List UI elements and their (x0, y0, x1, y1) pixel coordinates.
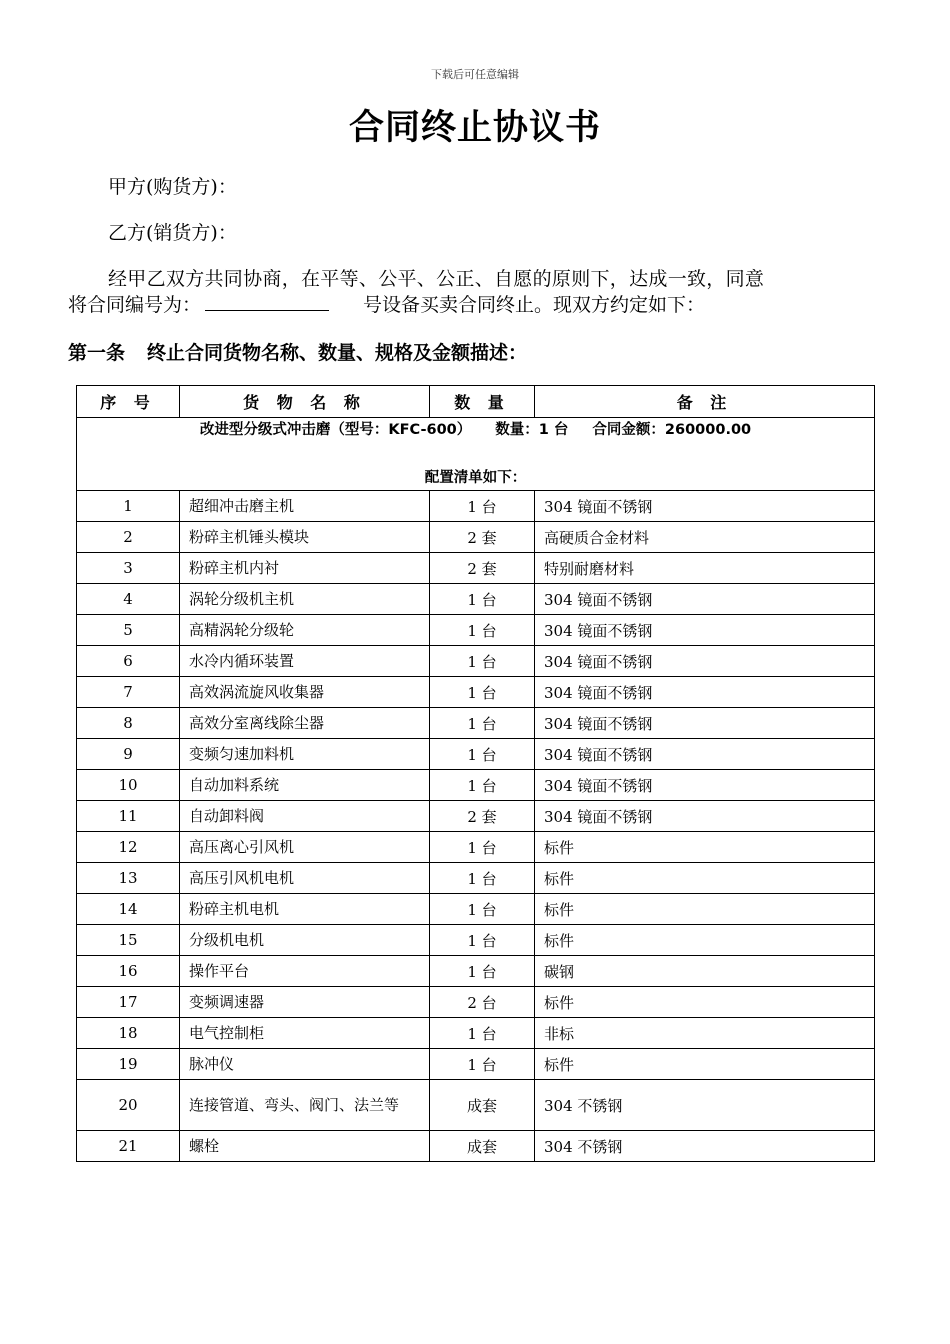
intro-line-2-after: 号设备买卖合同终止。现双方约定如下： (363, 294, 706, 316)
intro-line-2 (68, 292, 883, 318)
cell-no: 19 (77, 1049, 180, 1080)
cell-qty: 成套 (430, 1131, 535, 1162)
table-row (77, 584, 875, 615)
cell-name: 高压引风机电机 (180, 863, 430, 894)
cell-note: 标件 (535, 925, 875, 956)
cell-name: 自动加料系统 (180, 770, 430, 801)
cell-qty: 1 台 (430, 956, 535, 987)
table-row (77, 925, 875, 956)
summary-product: 改进型分级式冲击磨（型号：KFC-600） (199, 422, 472, 438)
table-row (77, 1131, 875, 1162)
intro-line-2-before: 将合同编号为： (68, 294, 202, 316)
cell-name: 粉碎主机内衬 (180, 553, 430, 584)
intro-paragraph (68, 266, 883, 318)
cell-note: 标件 (535, 894, 875, 925)
cell-name: 水冷内循环装置 (180, 646, 430, 677)
cell-qty: 1 台 (430, 584, 535, 615)
table-row (77, 770, 875, 801)
cell-qty: 1 台 (430, 677, 535, 708)
cell-note: 304 镜面不锈钢 (535, 739, 875, 770)
cell-name: 高压离心引风机 (180, 832, 430, 863)
table-row (77, 801, 875, 832)
cell-note: 非标 (535, 1018, 875, 1049)
document-title: 合同终止协议书 (348, 108, 601, 148)
cell-note: 304 镜面不锈钢 (535, 615, 875, 646)
cell-qty: 1 台 (430, 646, 535, 677)
party-a-line: 甲方(购货方)： (108, 176, 237, 198)
cell-no: 11 (77, 801, 180, 832)
cell-note: 标件 (535, 832, 875, 863)
cell-no: 12 (77, 832, 180, 863)
table-row (77, 739, 875, 770)
summary-config: 配置清单如下： (424, 470, 527, 486)
cell-name: 连接管道、弯头、阀门、法兰等 (180, 1080, 430, 1131)
table-row (77, 956, 875, 987)
cell-name: 分级机电机 (180, 925, 430, 956)
cell-name: 操作平台 (180, 956, 430, 987)
article-heading (68, 338, 527, 365)
cell-name: 高精涡轮分级轮 (180, 615, 430, 646)
summary-line (86, 418, 865, 442)
cell-name: 高效分室离线除尘器 (180, 708, 430, 739)
table-header-row (77, 386, 875, 418)
cell-qty: 2 台 (430, 987, 535, 1018)
cell-qty: 1 台 (430, 832, 535, 863)
cell-qty: 1 台 (430, 770, 535, 801)
article-number: 第一条 (68, 342, 126, 364)
cell-name: 电气控制柜 (180, 1018, 430, 1049)
cell-name: 超细冲击磨主机 (180, 491, 430, 522)
cell-qty: 1 台 (430, 925, 535, 956)
cell-qty: 2 套 (430, 522, 535, 553)
cell-qty: 2 套 (430, 553, 535, 584)
cell-no: 1 (77, 491, 180, 522)
cell-name: 高效涡流旋风收集器 (180, 677, 430, 708)
summary-row (77, 418, 875, 491)
cell-no: 7 (77, 677, 180, 708)
cell-note: 碳钢 (535, 956, 875, 987)
cell-note: 304 镜面不锈钢 (535, 491, 875, 522)
cell-note: 304 镜面不锈钢 (535, 584, 875, 615)
cell-no: 8 (77, 708, 180, 739)
cell-name: 变频调速器 (180, 987, 430, 1018)
cell-qty: 成套 (430, 1080, 535, 1131)
cell-name: 粉碎主机电机 (180, 894, 430, 925)
summary-quantity: 数量：1 台 (495, 422, 569, 438)
table-row (77, 522, 875, 553)
cell-note: 高硬质合金材料 (535, 522, 875, 553)
cell-note: 标件 (535, 863, 875, 894)
cell-no: 13 (77, 863, 180, 894)
cell-qty: 1 台 (430, 491, 535, 522)
cell-no: 4 (77, 584, 180, 615)
cell-name: 粉碎主机锤头模块 (180, 522, 430, 553)
cell-no: 17 (77, 987, 180, 1018)
table-row (77, 1049, 875, 1080)
cell-name: 变频匀速加料机 (180, 739, 430, 770)
table-row (77, 987, 875, 1018)
table-row (77, 832, 875, 863)
table-row (77, 491, 875, 522)
cell-no: 16 (77, 956, 180, 987)
cell-note: 304 镜面不锈钢 (535, 801, 875, 832)
party-b-line: 乙方(销货方)： (108, 222, 237, 244)
cell-no: 15 (77, 925, 180, 956)
cell-note: 304 不锈钢 (535, 1080, 875, 1131)
cell-qty: 1 台 (430, 863, 535, 894)
cell-qty: 1 台 (430, 894, 535, 925)
header-no: 序 号 (77, 386, 180, 418)
cell-no: 5 (77, 615, 180, 646)
table-row (77, 553, 875, 584)
cell-no: 2 (77, 522, 180, 553)
article-title: 终止合同货物名称、数量、规格及金额描述： (147, 342, 528, 364)
table-row (77, 615, 875, 646)
table-row (77, 863, 875, 894)
cell-note: 特别耐磨材料 (535, 553, 875, 584)
table-row (77, 1080, 875, 1131)
cell-no: 20 (77, 1080, 180, 1131)
table-row (77, 677, 875, 708)
intro-line-1: 经甲乙双方共同协商，在平等、公平、公正、自愿的原则下，达成一致，同意 (108, 268, 765, 290)
cell-name: 螺栓 (180, 1131, 430, 1162)
cell-no: 9 (77, 739, 180, 770)
cell-qty: 2 套 (430, 801, 535, 832)
summary-cell (77, 418, 875, 491)
cell-qty: 1 台 (430, 739, 535, 770)
cell-note: 标件 (535, 987, 875, 1018)
goods-table (76, 385, 875, 1162)
cell-name: 涡轮分级机主机 (180, 584, 430, 615)
contract-number-blank (205, 292, 329, 311)
cell-note: 304 镜面不锈钢 (535, 770, 875, 801)
cell-no: 3 (77, 553, 180, 584)
cell-name: 脉冲仪 (180, 1049, 430, 1080)
cell-no: 18 (77, 1018, 180, 1049)
cell-note: 304 镜面不锈钢 (535, 708, 875, 739)
cell-note: 304 镜面不锈钢 (535, 646, 875, 677)
table-row (77, 1018, 875, 1049)
cell-no: 21 (77, 1131, 180, 1162)
table-row (77, 646, 875, 677)
cell-note: 304 不锈钢 (535, 1131, 875, 1162)
header-note-col: 备 注 (535, 386, 875, 418)
cell-qty: 1 台 (430, 615, 535, 646)
cell-no: 6 (77, 646, 180, 677)
summary-amount: 合同金额：260000.00 (592, 422, 752, 438)
cell-note: 304 镜面不锈钢 (535, 677, 875, 708)
cell-no: 10 (77, 770, 180, 801)
cell-note: 标件 (535, 1049, 875, 1080)
cell-no: 14 (77, 894, 180, 925)
header-name: 货 物 名 称 (180, 386, 430, 418)
cell-qty: 1 台 (430, 708, 535, 739)
cell-qty: 1 台 (430, 1018, 535, 1049)
cell-qty: 1 台 (430, 1049, 535, 1080)
table-row (77, 894, 875, 925)
header-qty: 数 量 (430, 386, 535, 418)
table-row (77, 708, 875, 739)
cell-name: 自动卸料阀 (180, 801, 430, 832)
header-note: 下载后可任意编辑 (431, 68, 519, 81)
